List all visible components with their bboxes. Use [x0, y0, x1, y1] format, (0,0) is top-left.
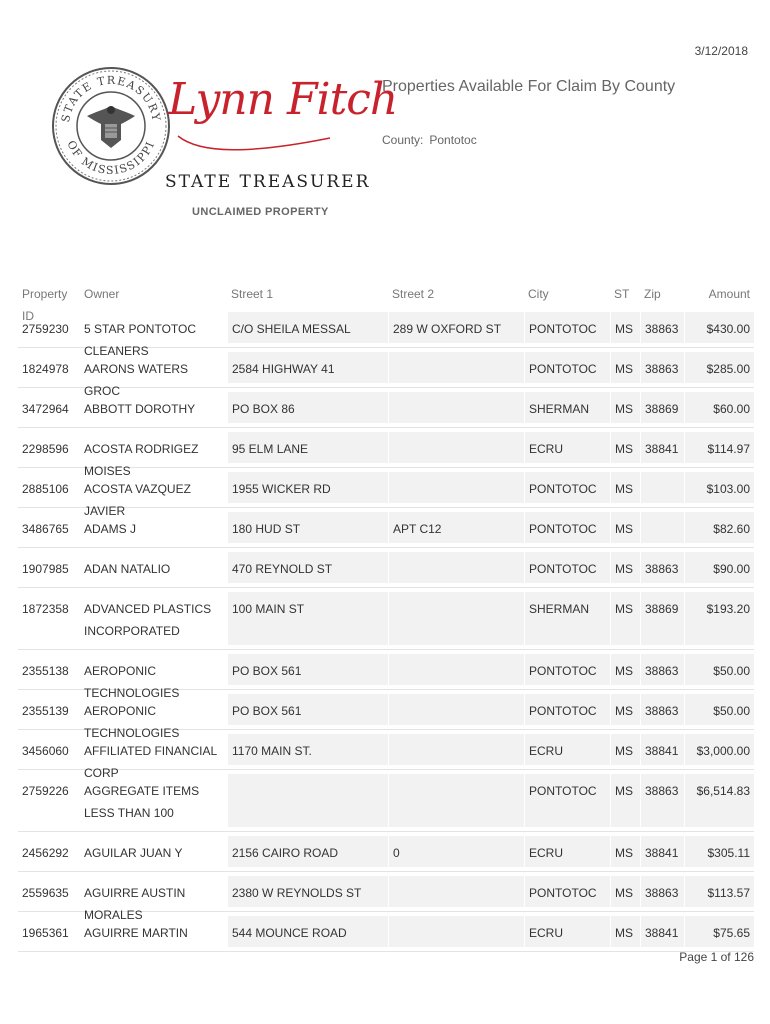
properties-table	[18, 280, 754, 952]
header-owner: Owner	[84, 287, 120, 301]
street2-cell	[388, 876, 524, 907]
zip-cell	[640, 512, 684, 543]
header-zip: Zip	[644, 287, 661, 301]
street1-cell	[227, 774, 388, 827]
street1-cell: 1170 MAIN ST.	[227, 734, 388, 765]
property-id-cell: 3456060	[22, 744, 69, 758]
state-cell: MS	[610, 472, 640, 503]
street2-cell	[388, 352, 524, 383]
city-cell: PONTOTOC	[524, 472, 610, 503]
table-row	[18, 770, 754, 832]
table-row	[18, 912, 754, 952]
zip-cell: 38869	[640, 592, 684, 645]
street2-cell	[388, 472, 524, 503]
street1-cell: 2380 W REYNOLDS ST	[227, 876, 388, 907]
table-row	[18, 690, 754, 740]
seal-bottom-text: OF MISSISSIPPI	[64, 138, 158, 178]
street2-cell	[388, 592, 524, 645]
street2-cell	[388, 774, 524, 827]
table-row	[18, 588, 754, 650]
state-cell: MS	[610, 694, 640, 725]
amount-cell: $6,514.83	[684, 774, 754, 827]
street2-cell	[388, 432, 524, 463]
state-cell: MS	[610, 836, 640, 867]
state-cell: MS	[610, 774, 640, 827]
unclaimed-property-label: UNCLAIMED PROPERTY	[192, 206, 329, 218]
table-row	[18, 308, 754, 358]
street1-cell: 100 MAIN ST	[227, 592, 388, 645]
state-cell: MS	[610, 592, 640, 645]
street1-cell: PO BOX 561	[227, 654, 388, 685]
owner-cell: ACOSTA RODRIGEZ MOISES	[84, 442, 199, 478]
state-cell: MS	[610, 432, 640, 463]
owner-cell: ACOSTA VAZQUEZ JAVIER	[84, 482, 191, 518]
city-cell: PONTOTOC	[524, 552, 610, 583]
header-state: ST	[614, 287, 630, 301]
zip-cell: 38841	[640, 836, 684, 867]
lynn-fitch-signature: Lynn Fitch	[168, 74, 398, 125]
table-row	[18, 348, 754, 398]
street2-cell: 289 W OXFORD ST	[388, 312, 524, 343]
table-row	[18, 468, 754, 518]
owner-cell: AARONS WATERS GROC	[84, 362, 189, 398]
state-treasurer-title: STATE TREASURER	[165, 172, 371, 192]
city-cell: PONTOTOC	[524, 352, 610, 383]
zip-cell: 38863	[640, 774, 684, 827]
street1-cell: 95 ELM LANE	[227, 432, 388, 463]
table-row	[18, 428, 754, 478]
street2-cell	[388, 552, 524, 583]
zip-cell: 38869	[640, 392, 684, 423]
amount-cell: $114.97	[684, 432, 754, 463]
table-header	[18, 280, 754, 323]
property-id-cell: 1872358	[22, 602, 69, 616]
amount-cell: $82.60	[684, 512, 754, 543]
header-city: City	[528, 287, 549, 301]
owner-cell: AGUIRRE AUSTIN MORALES	[84, 886, 186, 922]
page-indicator: Page 1 of 126	[679, 950, 754, 964]
state-cell: MS	[610, 654, 640, 685]
owner-cell: AGUILAR JUAN Y	[84, 846, 183, 860]
owner-cell: AFFILIATED FINANCIAL CORP	[84, 744, 217, 780]
street1-cell: 180 HUD ST	[227, 512, 388, 543]
state-cell: MS	[610, 876, 640, 907]
zip-cell: 38863	[640, 876, 684, 907]
table-row	[18, 872, 754, 922]
amount-cell: $193.20	[684, 592, 754, 645]
owner-cell: AEROPONIC TECHNOLOGIES	[84, 704, 180, 740]
header-property-id: Property ID	[22, 287, 68, 323]
amount-cell: $3,000.00	[684, 734, 754, 765]
city-cell: ECRU	[524, 916, 610, 947]
zip-cell: 38863	[640, 654, 684, 685]
header-street1: Street 1	[231, 287, 274, 301]
property-id-cell: 2355138	[22, 664, 69, 678]
zip-cell: 38863	[640, 352, 684, 383]
property-id-cell: 2885106	[22, 482, 69, 496]
street2-cell	[388, 654, 524, 685]
table-row	[18, 650, 754, 700]
state-cell: MS	[610, 916, 640, 947]
property-id-cell: 1965361	[22, 926, 69, 940]
table-row	[18, 508, 754, 548]
city-cell: ECRU	[524, 432, 610, 463]
owner-cell: AEROPONIC TECHNOLOGIES	[84, 664, 180, 700]
owner-cell: ABBOTT DOROTHY	[84, 402, 196, 416]
street2-cell	[388, 694, 524, 725]
zip-cell	[640, 472, 684, 503]
header-street2: Street 2	[392, 287, 435, 301]
property-id-cell: 2355139	[22, 704, 69, 718]
report-date: 3/12/2018	[694, 44, 748, 58]
property-id-cell: 1907985	[22, 562, 69, 576]
state-cell: MS	[610, 392, 640, 423]
amount-cell: $103.00	[684, 472, 754, 503]
street2-cell	[388, 734, 524, 765]
state-cell: MS	[610, 312, 640, 343]
report-title: Properties Available For Claim By County	[382, 78, 676, 95]
owner-cell: ADVANCED PLASTICS INCORPORATED	[84, 602, 212, 638]
street2-cell	[388, 392, 524, 423]
property-id-cell: 3472964	[22, 402, 69, 416]
property-id-cell: 2759230	[22, 322, 69, 336]
city-cell: SHERMAN	[524, 592, 610, 645]
street1-cell: PO BOX 86	[227, 392, 388, 423]
header-amount: Amount	[708, 287, 750, 301]
owner-cell: ADAMS J	[84, 522, 137, 536]
state-cell: MS	[610, 734, 640, 765]
amount-cell: $90.00	[684, 552, 754, 583]
county-value: Pontotoc	[429, 133, 477, 147]
street1-cell: C/O SHEILA MESSAL	[227, 312, 388, 343]
zip-cell: 38841	[640, 432, 684, 463]
table-body	[18, 308, 754, 952]
street1-cell: 1955 WICKER RD	[227, 472, 388, 503]
amount-cell: $75.65	[684, 916, 754, 947]
property-id-cell: 1824978	[22, 362, 69, 376]
amount-cell: $285.00	[684, 352, 754, 383]
table-row	[18, 388, 754, 428]
city-cell: PONTOTOC	[524, 694, 610, 725]
amount-cell: $50.00	[684, 654, 754, 685]
amount-cell: $50.00	[684, 694, 754, 725]
state-cell: MS	[610, 352, 640, 383]
state-treasurer-logo	[160, 74, 398, 224]
city-cell: ECRU	[524, 836, 610, 867]
owner-cell: AGGREGATE ITEMS LESS THAN 100	[84, 784, 200, 820]
city-cell: SHERMAN	[524, 392, 610, 423]
property-id-cell: 2559635	[22, 886, 69, 900]
amount-cell: $430.00	[684, 312, 754, 343]
city-cell: PONTOTOC	[524, 654, 610, 685]
street2-cell: 0	[388, 836, 524, 867]
street1-cell: 2584 HIGHWAY 41	[227, 352, 388, 383]
property-id-cell: 2759226	[22, 784, 69, 798]
street1-cell: 2156 CAIRO ROAD	[227, 836, 388, 867]
owner-cell: ADAN NATALIO	[84, 562, 171, 576]
property-id-cell: 2298596	[22, 442, 69, 456]
street1-cell: 544 MOUNCE ROAD	[227, 916, 388, 947]
street1-cell: 470 REYNOLD ST	[227, 552, 388, 583]
city-cell: PONTOTOC	[524, 774, 610, 827]
amount-cell: $305.11	[684, 836, 754, 867]
property-id-cell: 3486765	[22, 522, 69, 536]
zip-cell: 38863	[640, 312, 684, 343]
table-row	[18, 548, 754, 588]
state-cell: MS	[610, 512, 640, 543]
amount-cell: $60.00	[684, 392, 754, 423]
zip-cell: 38841	[640, 916, 684, 947]
zip-cell: 38863	[640, 552, 684, 583]
city-cell: PONTOTOC	[524, 512, 610, 543]
owner-cell: 5 STAR PONTOTOC CLEANERS	[84, 322, 197, 358]
zip-cell: 38863	[640, 694, 684, 725]
zip-cell: 38841	[640, 734, 684, 765]
street1-cell: PO BOX 561	[227, 694, 388, 725]
signature-flourish-icon	[160, 74, 360, 169]
table-row	[18, 832, 754, 872]
county-line	[382, 133, 477, 147]
property-id-cell: 2456292	[22, 846, 69, 860]
owner-cell: AGUIRRE MARTIN	[84, 926, 188, 940]
county-label: County:	[382, 133, 424, 147]
table-row	[18, 730, 754, 780]
street2-cell	[388, 916, 524, 947]
state-cell: MS	[610, 552, 640, 583]
city-cell: PONTOTOC	[524, 312, 610, 343]
state-seal-icon	[51, 66, 171, 186]
city-cell: ECRU	[524, 734, 610, 765]
city-cell: PONTOTOC	[524, 876, 610, 907]
seal-top-text: STATE TREASURY	[59, 73, 163, 124]
amount-cell: $113.57	[684, 876, 754, 907]
street2-cell: APT C12	[388, 512, 524, 543]
